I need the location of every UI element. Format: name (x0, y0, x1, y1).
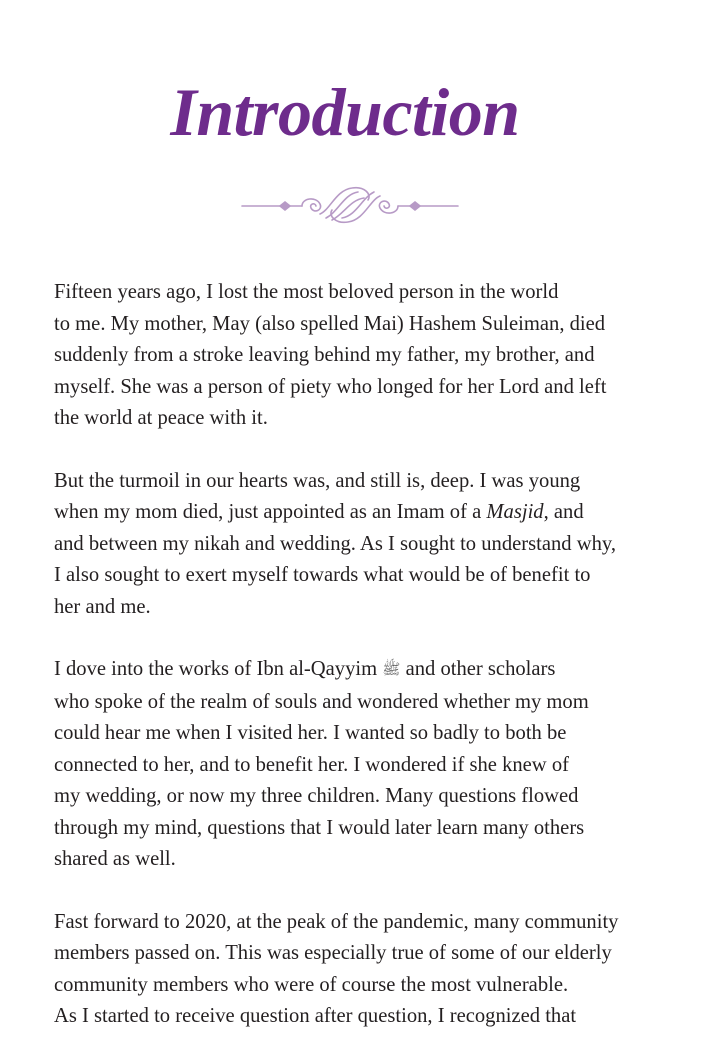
text-line: myself. She was a person of piety who longed for her Lord and left (54, 375, 607, 398)
text-line (54, 654, 654, 687)
decorative-flourish-divider-icon (240, 180, 460, 230)
chapter-title: Introduction (170, 74, 520, 150)
text-fragment: , and (543, 501, 584, 523)
text-line: Fast forward to 2020, at the peak of the pandemic, many community (54, 910, 619, 933)
text-line: shared as well. (54, 848, 176, 870)
text-line: through my mind, questions that I would later learn many others (54, 816, 585, 839)
text-fragment: I dove into the works of Ibn al-Qayyim (54, 658, 383, 680)
paragraph-3 (54, 654, 654, 876)
text-line (54, 497, 654, 529)
text-line: As I started to receive question after question, I recognized that (54, 1005, 577, 1027)
paragraph-4 (54, 907, 654, 1033)
paragraph-2 (54, 466, 654, 624)
text-line: her and me. (54, 595, 151, 618)
text-line: to me. My mother, May (also spelled Mai) Hashem Suleiman, died (54, 312, 606, 335)
text-line: But the turmoil in our hearts was, and still is, deep. I was young (54, 469, 581, 492)
text-line: I also sought to exert myself towards what would be of benefit to (54, 564, 591, 586)
text-fragment: when my mom died, just appointed as an Imam of a (54, 501, 487, 523)
text-line: and between my nikah and wedding. As I sought to understand why, (54, 532, 617, 555)
text-line: who spoke of the realm of souls and wondered whether my mom (54, 690, 589, 713)
paragraph-1 (54, 277, 654, 435)
text-line: Fifteen years ago, I lost the most beloved person in the world (54, 281, 559, 303)
text-line: could hear me when I visited her. I wanted so badly to both be (54, 722, 567, 744)
honorific-glyph: ﷺ (382, 662, 401, 678)
text-fragment: and other scholars (400, 658, 556, 680)
text-line: suddenly from a stroke leaving behind my father, my brother, and (54, 344, 595, 366)
body-text (54, 277, 654, 1064)
text-line: community members who were of course the most vulnerable. (54, 973, 569, 996)
text-line: members passed on. This was especially true of some of our elderly (54, 942, 612, 964)
text-line: the world at peace with it. (54, 407, 268, 429)
text-line: connected to her, and to benefit her. I wondered if she knew of (54, 753, 569, 776)
text-line: my wedding, or now my three children. Many questions flowed (54, 785, 579, 807)
italic-term: Masjid (486, 501, 544, 523)
